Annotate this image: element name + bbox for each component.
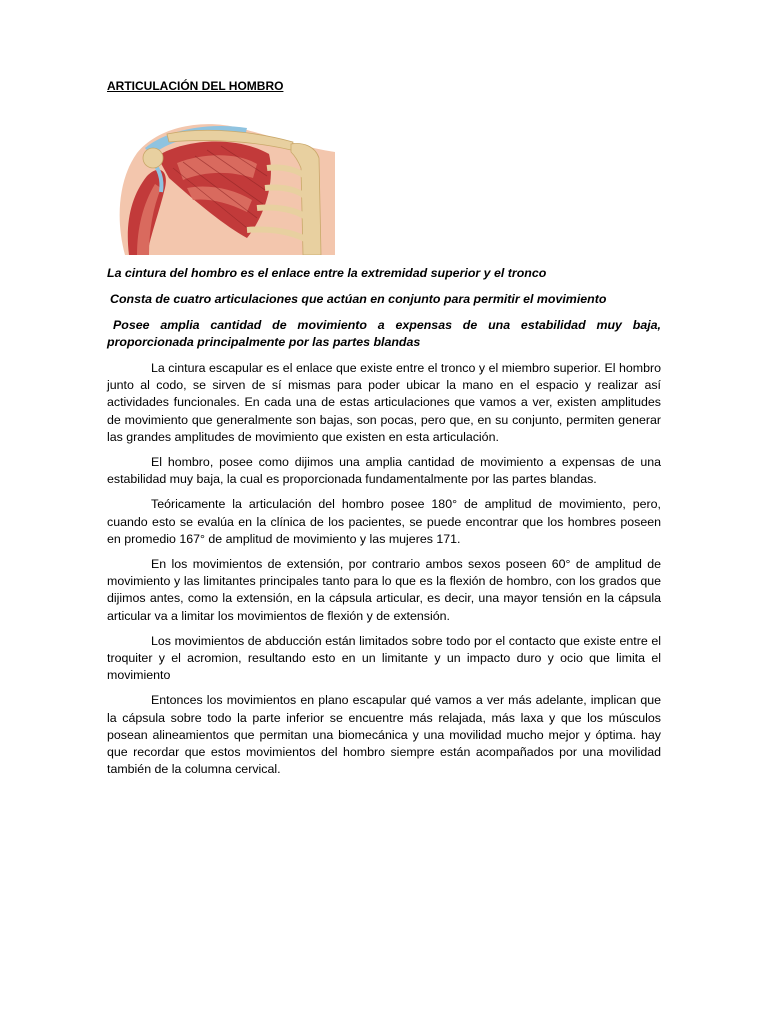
shoulder-anatomy-svg	[107, 108, 335, 255]
body-paragraph: Los movimientos de abducción están limitados sobre todo por el contacto que existe entre el troquiter y el acromion, resultando esto en un limitante y un impacto duro y ocio que limita el movimiento	[107, 633, 661, 683]
intro-statement: Posee amplia cantidad de movimiento a expensas de una estabilidad muy baja, proporcionada principalmente por las partes blandas	[107, 318, 661, 349]
body-paragraph: La cintura escapular es el enlace que existe entre el tronco y el miembro superior. El hombro junto al codo, se sirven de sí mismas para poder ubicar la mano en el espacio y realizar así actividades funcionales. En cada una de estas articulaciones que vamos a ver, existen amplitudes de movimiento que generalmente son bajas, son pocas, pero que, en su conjunto, permiten generar las grandes amplitudes de movimiento que existen en esta articulación.	[107, 361, 661, 444]
shoulder-anatomy-illustration	[107, 108, 335, 255]
intro-statement: La cintura del hombro es el enlace entre la extremidad superior y el tronco	[107, 266, 547, 280]
document-page	[107, 78, 661, 786]
body-paragraph: Teóricamente la articulación del hombro posee 180° de amplitud de movimiento, pero, cuando esto se evalúa en la clínica de los pacientes, se puede encontrar que los hombres poseen en promedio 167° de amplitud de movimiento y las mujeres 171.	[107, 497, 661, 546]
intro-statement: Consta de cuatro articulaciones que actúan en conjunto para permitir el movimiento	[110, 292, 607, 306]
document-title: ARTICULACIÓN DEL HOMBRO	[107, 79, 284, 93]
body-paragraph: Entonces los movimientos en plano escapular qué vamos a ver más adelante, implican que la cápsula sobre todo la parte inferior se encuentre más relajada, más laxa y que los músculos posean alineamientos que permitan una biomecánica y una movilidad mucho mejor y óptima. hay que recordar que estos movimientos del hombro siempre están acompañados por una movilidad también de la columna cervical.	[107, 693, 661, 777]
body-paragraph: En los movimientos de extensión, por contrario ambos sexos poseen 60° de amplitud de movimiento y las limitantes principales tanto para lo que es la flexión de hombro, con los grados que dijimos antes, como la extensión, en la cápsula articular, es decir, una mayor tensión en la cápsula articular va a limitar los movimientos de flexión y de extensión.	[107, 557, 661, 623]
body-paragraph: El hombro, posee como dijimos una amplia cantidad de movimiento a expensas de una estabilidad muy baja, la cual es proporcionada fundamentalmente por las partes blandas.	[107, 455, 661, 487]
